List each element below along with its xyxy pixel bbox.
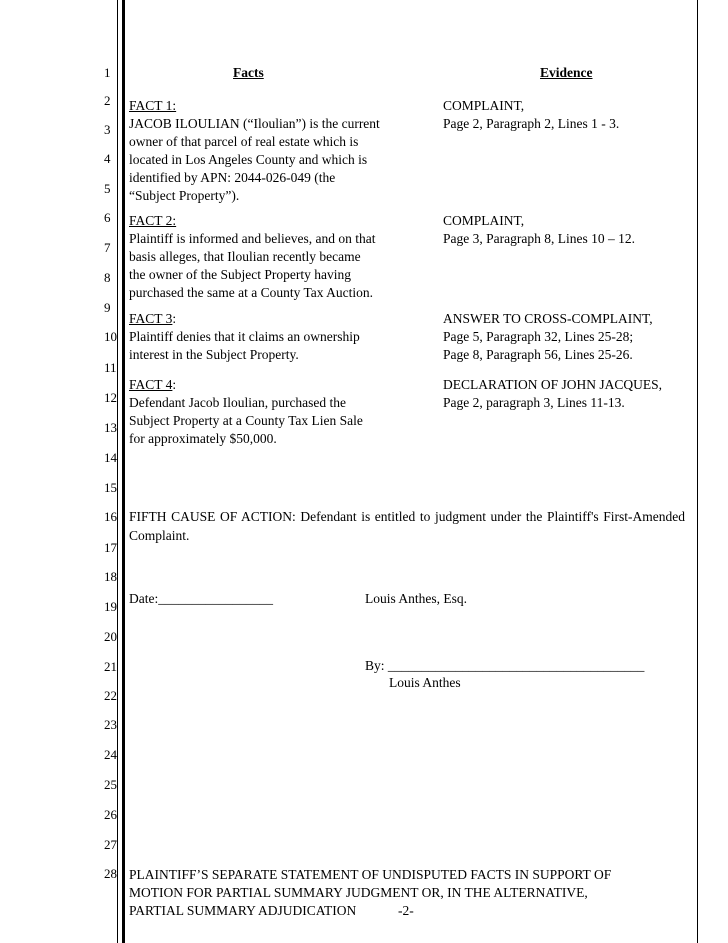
line-number: 26 xyxy=(104,807,117,822)
fact-line: interest in the Subject Property. xyxy=(129,347,299,362)
fact-2 xyxy=(129,212,375,302)
line-number: 18 xyxy=(104,569,117,584)
fact-3 xyxy=(129,310,360,364)
fact-line: owner of that parcel of real estate which is xyxy=(129,134,359,149)
line-number: 15 xyxy=(104,480,117,495)
footer-line: PARTIAL SUMMARY ADJUDICATION xyxy=(129,903,357,918)
evidence-4 xyxy=(443,376,662,412)
facts-header: Facts xyxy=(233,65,264,80)
fact-label: FACT 4: xyxy=(129,377,177,392)
fact-line: for approximately $50,000. xyxy=(129,431,277,446)
evidence-line: Page 5, Paragraph 32, Lines 25-28; xyxy=(443,329,634,344)
fact-label: FACT 3: xyxy=(129,311,177,326)
fact-line: the owner of the Subject Property having xyxy=(129,267,351,282)
line-number: 4 xyxy=(104,151,111,166)
line-number: 17 xyxy=(104,540,117,555)
signature-line: By: ______________________________________ xyxy=(365,658,645,673)
line-number: 8 xyxy=(104,270,111,285)
evidence-2 xyxy=(443,212,635,248)
line-number: 5 xyxy=(104,181,111,196)
fact-line: JACOB ILOULIAN (“Iloulian”) is the current xyxy=(129,116,380,131)
cause-of-action: FIFTH CAUSE OF ACTION: Defendant is entitled to judgment under the Plaintiff's First-Amended Complaint. xyxy=(129,509,685,543)
footer-line: PLAINTIFF’S SEPARATE STATEMENT OF UNDISPUTED FACTS IN SUPPORT OF xyxy=(129,867,612,882)
fact-line: Defendant Jacob Iloulian, purchased the xyxy=(129,395,347,410)
line-number: 6 xyxy=(104,210,111,225)
line-number: 3 xyxy=(104,122,111,137)
line-number: 9 xyxy=(104,300,111,315)
fact-label: FACT 1: xyxy=(129,98,177,113)
line-number: 2 xyxy=(104,93,111,108)
line-number: 7 xyxy=(104,240,111,255)
line-number: 19 xyxy=(104,599,117,614)
line-number: 10 xyxy=(104,329,117,344)
evidence-line: COMPLAINT, xyxy=(443,98,525,113)
line-number: 13 xyxy=(104,420,117,435)
date-line: Date:_________________ xyxy=(129,591,273,606)
fact-label-text: FACT 3 xyxy=(129,311,173,326)
evidence-3 xyxy=(443,310,653,364)
fact-line: identified by APN: 2044-026-049 (the xyxy=(129,170,336,185)
evidence-line: Page 3, Paragraph 8, Lines 10 – 12. xyxy=(443,231,635,246)
line-number: 14 xyxy=(104,450,117,465)
evidence-line: COMPLAINT, xyxy=(443,213,525,228)
left-margin-thick-rule xyxy=(122,0,125,943)
evidence-1 xyxy=(443,97,619,133)
fact-line: purchased the same at a County Tax Auction. xyxy=(129,285,373,300)
line-number: 21 xyxy=(104,659,117,674)
line-number: 25 xyxy=(104,777,117,792)
footer-line: MOTION FOR PARTIAL SUMMARY JUDGMENT OR, IN THE ALTERNATIVE, xyxy=(129,885,588,900)
right-margin-rule xyxy=(697,0,698,943)
left-margin-thin-rule xyxy=(117,0,118,943)
evidence-line: ANSWER TO CROSS-COMPLAINT, xyxy=(443,311,653,326)
evidence-header: Evidence xyxy=(540,65,593,80)
line-number: 28 xyxy=(104,866,117,881)
line-number: 23 xyxy=(104,717,117,732)
line-number: 24 xyxy=(104,747,117,762)
line-number: 1 xyxy=(104,65,111,80)
evidence-line: Page 8, Paragraph 56, Lines 25-26. xyxy=(443,347,633,362)
page-number: -2- xyxy=(398,903,414,918)
fact-line: Plaintiff denies that it claims an ownership xyxy=(129,329,360,344)
footer-caption xyxy=(129,866,611,920)
fact-4 xyxy=(129,376,363,448)
fact-line: Plaintiff is informed and believes, and on that xyxy=(129,231,376,246)
fact-line: Subject Property at a County Tax Lien Sale xyxy=(129,413,363,428)
line-number: 20 xyxy=(104,629,117,644)
fact-label: FACT 2: xyxy=(129,213,177,228)
line-number: 12 xyxy=(104,390,117,405)
line-number: 16 xyxy=(104,509,117,524)
evidence-line: Page 2, Paragraph 2, Lines 1 - 3. xyxy=(443,116,620,131)
evidence-line: Page 2, paragraph 3, Lines 11-13. xyxy=(443,395,625,410)
evidence-line: DECLARATION OF JOHN JACQUES, xyxy=(443,377,663,392)
line-number: 27 xyxy=(104,837,117,852)
signer-name: Louis Anthes xyxy=(389,675,461,690)
fact-line: located in Los Angeles County and which is xyxy=(129,152,368,167)
fact-1 xyxy=(129,97,380,205)
attorney-name: Louis Anthes, Esq. xyxy=(365,591,468,606)
fact-line: “Subject Property”). xyxy=(129,188,240,203)
line-number: 22 xyxy=(104,688,117,703)
fact-line: basis alleges, that Iloulian recently became xyxy=(129,249,361,264)
line-number: 11 xyxy=(104,360,117,375)
fact-label-text: FACT 4 xyxy=(129,377,173,392)
